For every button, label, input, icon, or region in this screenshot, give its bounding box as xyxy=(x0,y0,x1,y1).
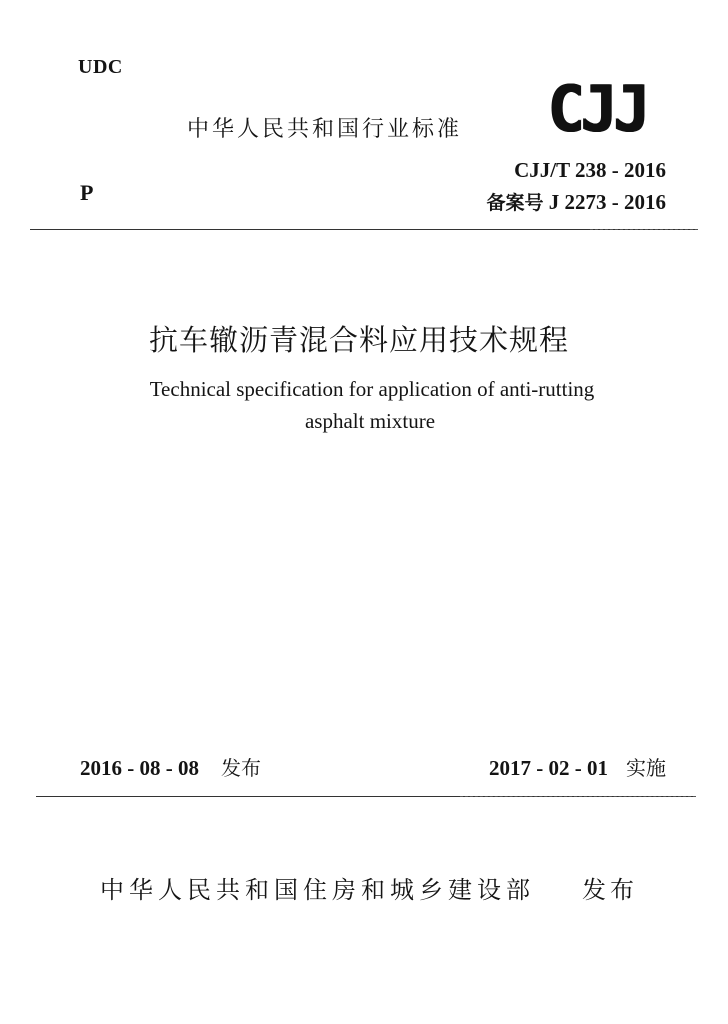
issuing-authority: 中华人民共和国住房和城乡建设部 xyxy=(100,876,535,904)
udc-label: UDC xyxy=(78,56,123,78)
industry-standard-heading: 中华人民共和国行业标准 xyxy=(187,117,463,142)
publish-date: 2016 - 08 - 08 xyxy=(80,756,199,780)
issuer-action: 发布 xyxy=(582,876,638,904)
record-label: 备案号 xyxy=(486,192,544,214)
standard-code: CJJ/T 238 - 2016 xyxy=(514,158,666,182)
implement-label: 实施 xyxy=(626,756,666,780)
record-number-line xyxy=(486,188,666,215)
title-chinese: 抗车辙沥青混合料应用技术规程 xyxy=(148,323,569,357)
title-english-line1: Technical specification for application of anti-rutting xyxy=(149,377,595,401)
cjj-logo: CJJ xyxy=(548,73,647,147)
title-english-line2: asphalt mixture xyxy=(304,409,436,433)
record-number: J 2273 - 2016 xyxy=(548,190,666,214)
publish-label: 发布 xyxy=(221,756,261,780)
bottom-divider-dashed xyxy=(460,796,696,797)
top-divider-dashed xyxy=(590,229,698,230)
implement-date-line xyxy=(489,752,666,781)
category-code: P xyxy=(80,180,94,205)
publish-date-line xyxy=(80,752,261,781)
implement-date: 2017 - 02 - 01 xyxy=(489,756,608,780)
